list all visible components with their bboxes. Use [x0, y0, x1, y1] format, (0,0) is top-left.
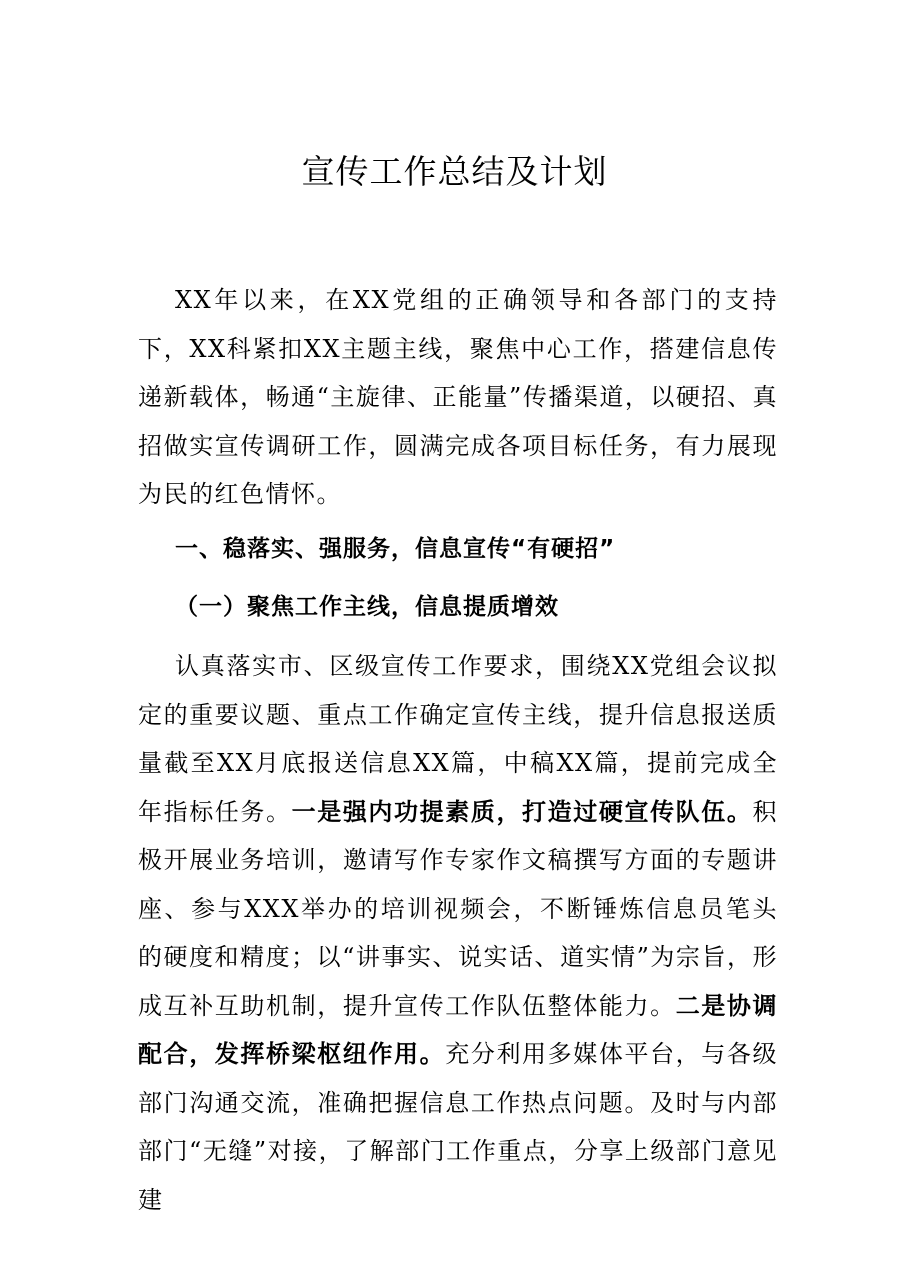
paragraph-text: 认真落实市、区级宣传工作要求，围绕XX党组会议拟定的重要议题、重点工作确定宣传主线，提升信息报送质量截至XX月底报送信息XX篇，中稿XX篇，提前完成全年指标任务。 [138, 652, 778, 826]
bold-point-1: 一是强内功提素质，打造过硬宣传队伍。 [291, 797, 753, 826]
intro-paragraph: XX年以来，在XX党组的正确领导和各部门的支持下，XX科紧扣XX主题主线，聚焦中心工作，搭建信息传递新载体，畅通“主旋律、正能量”传播渠道，以硬招、真招做实宣传调研工作，圆满完成各项目标任务，有力展现为民的红色情怀。 [138, 286, 778, 508]
bold-point-2: 二是协调配合，发挥桥梁枢纽作用。 [138, 991, 778, 1068]
subsection-heading-1: （一）聚焦工作主线，信息提质增效 [175, 594, 559, 620]
section-heading-1: 一、稳落实、强服务，信息宣传“有硬招” [175, 536, 616, 562]
paragraph-text: 积极开展业务培训，邀请写作专家作文稿撰写方面的专题讲座、参与XXX举办的培训视频会，不断锤炼信息员笔头的硬度和精度；以“讲事实、说实话、道实情”为宗旨，形成互补互助机制，提升宣传工作队伍整体能力。 [138, 797, 778, 1020]
body-paragraph-2 [138, 642, 778, 1224]
document-title: 宣传工作总结及计划 [301, 152, 608, 191]
paragraph-text: 充分利用多媒体平台，与各级部门沟通交流，准确把握信息工作热点问题。及时与内部部门“无缝”对接，了解部门工作重点，分享上级部门意见建 [138, 1040, 778, 1214]
